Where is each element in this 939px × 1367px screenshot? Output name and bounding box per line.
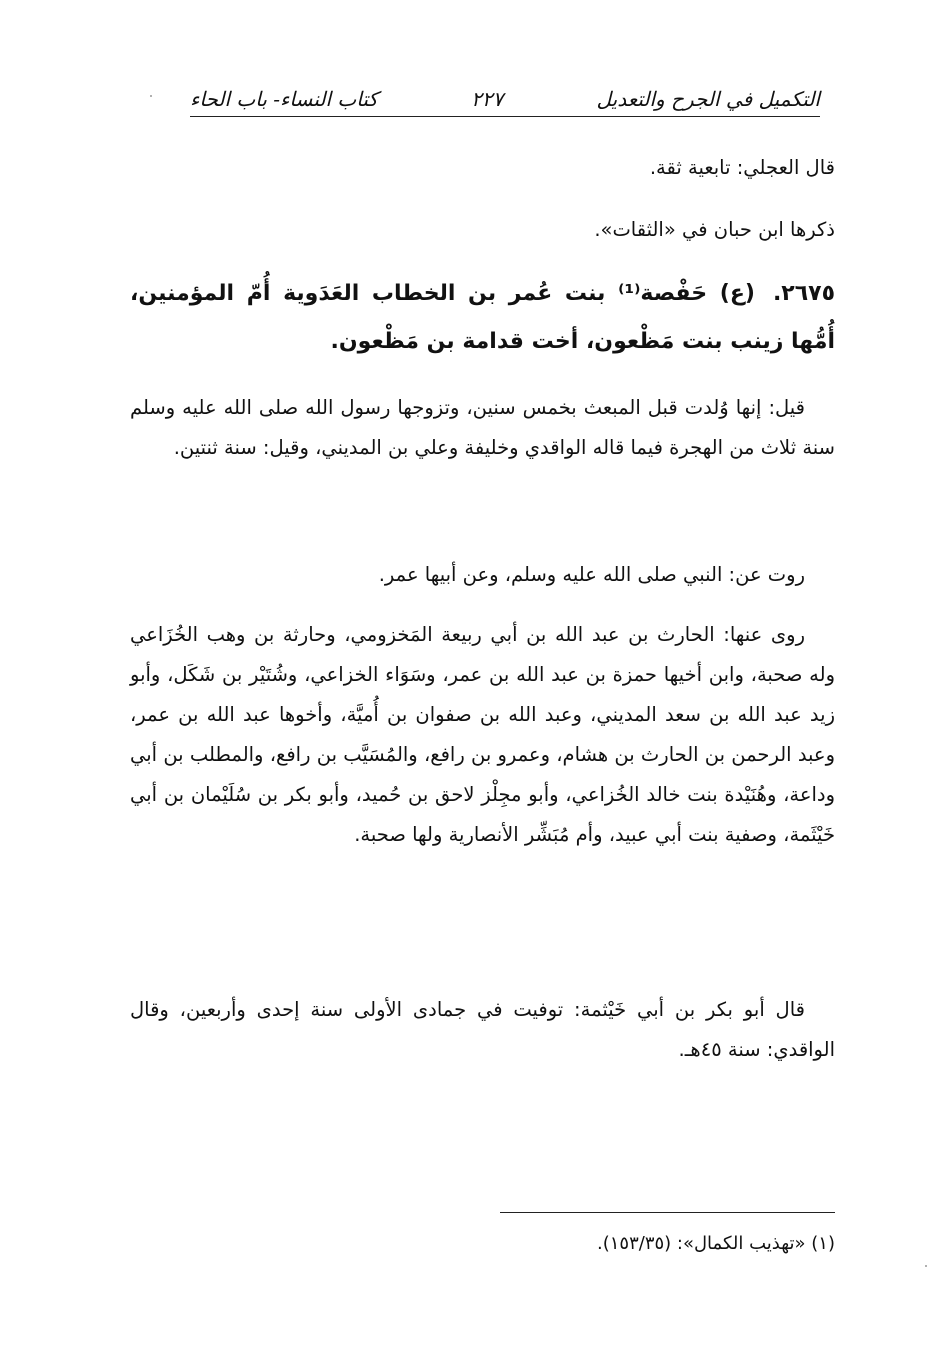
narrators-paragraph: روى عنها: الحارث بن عبد الله بن أبي ربيعة المَخزومي، وحارثة بن وهب الخُزَاعي وله صحبة، وابن أخيها حمزة بن عبد الله بن عمر، وسَوَاء الخزاعي، وشُتَيْر بن شَكَل، وأبو زيد عبد الله بن سعد المديني، وعبد الله بن صفوان بن أُميَّة، وأخوها عبد الله بن عمر، وعبد الرحمن بن الحارث بن هشام، وعمرو بن رافع، والمُسَيَّب بن رافع، والمطلب بن أبي وداعة، وهُنَيْدة بنت خالد الخُزاعي، وأبو مجِلْز لاحق بن حُميد، وأبو بكر بن سُلَيْمان بن أبي خَيْثَمة، وصفية بنت أبي عبيد، وأم مُبَشِّر الأنصارية ولها صحبة.: [130, 623, 835, 846]
death-paragraph: قال أبو بكر بن أبي خَيْثمة: توفيت في جمادى الأولى سنة إحدى وأربعين، وقال الواقدي: سنة ٤٥هـ.: [130, 998, 835, 1061]
footnote-divider: [500, 1212, 835, 1213]
footnote: (١) «تهذيب الكمال»: (١٥٣/٣٥).: [597, 1233, 835, 1254]
running-header: [190, 82, 820, 117]
birth-paragraph: قيل: إنها وُلدت قبل المبعث بخمس سنين، وتزوجها رسول الله صلى الله عليه وسلم سنة ثلاث من الهجرة فيما قاله الواقدي وخليفة وعلي بن المديني، وقيل: سنة ثنتين.: [130, 396, 835, 459]
ibn-hibban-line: ذكرها ابن حبان في «الثقات».: [594, 218, 835, 241]
header-section: كتاب النساء- باب الحاء: [190, 87, 378, 111]
header-book-title: التكميل في الجرح والتعديل: [596, 87, 820, 111]
narrated-from-paragraph: روت عن: النبي صلى الله عليه وسلم، وعن أبيها عمر.: [378, 563, 805, 586]
entry-heading: [130, 270, 835, 366]
header-page-number: ٢٢٧: [471, 87, 504, 111]
entry-number: ٢٦٧٥.: [772, 281, 836, 306]
entry-text: (ع) حَفْصة⁽¹⁾ بنت عُمر بن الخطاب العَدَوية أُمّ المؤمنين، أُمُّها زينب بنت مَظْعون، أخت قدامة بن مَظْعون.: [130, 281, 835, 354]
ijli-line: قال العجلي: تابعية ثقة.: [649, 156, 835, 179]
scan-speck: [925, 1265, 927, 1267]
scan-speck: [150, 95, 152, 97]
